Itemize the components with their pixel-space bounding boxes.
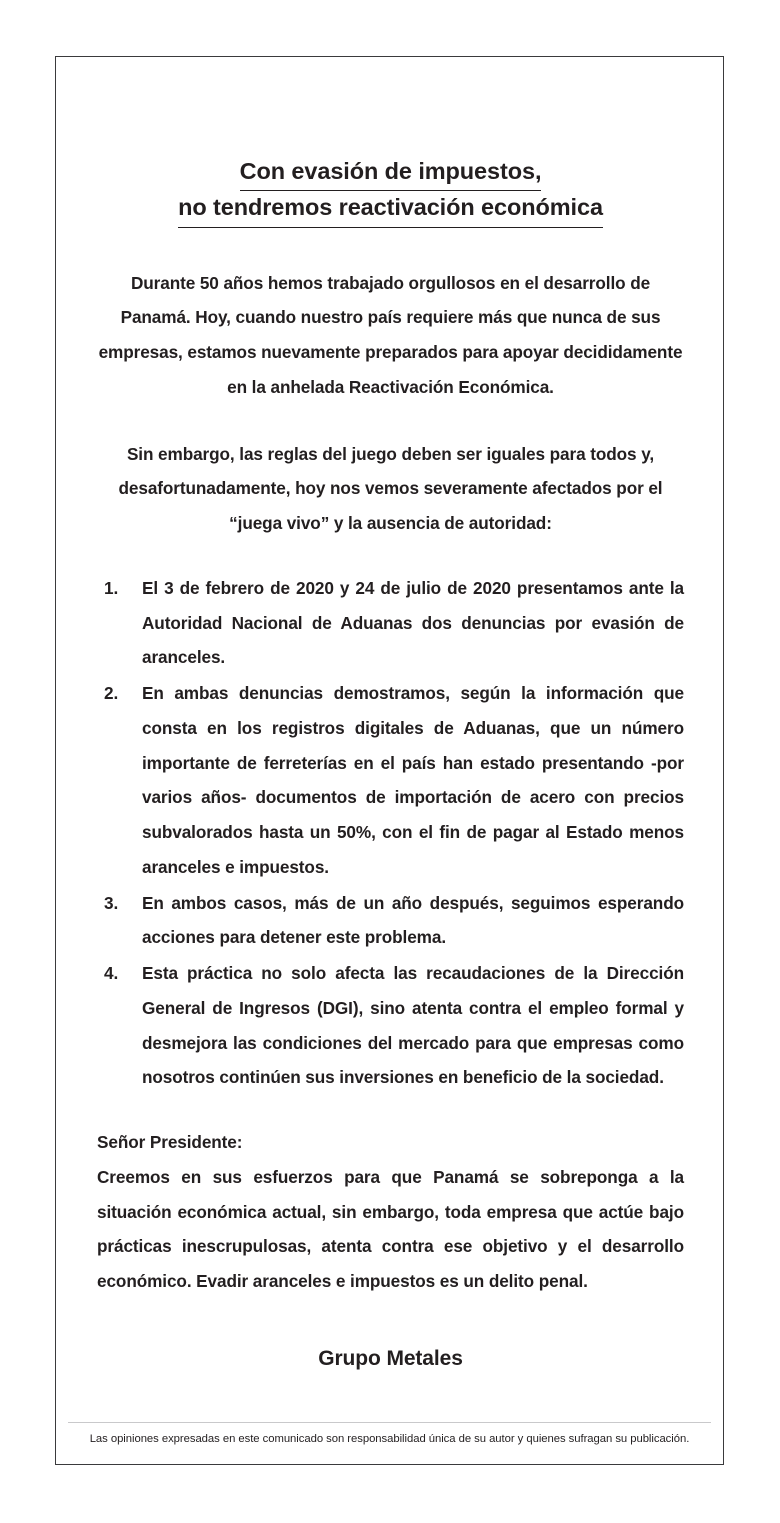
claim-number-4: 4. <box>104 963 119 984</box>
claim-item-3 <box>97 886 684 956</box>
claim-item-4 <box>97 956 684 1095</box>
advertisement-frame <box>55 56 724 1465</box>
intro-paragraph-2: Sin embargo, las reglas del juego deben ser iguales para todos y, desafortunadamente, hoy nos vemos severamente afectados por el “juega vivo” y la ausencia de autoridad: <box>118 443 663 534</box>
claim-text-1: El 3 de febrero de 2020 y 24 de julio de 2020 presentamos ante la Autoridad Nacional de Aduanas dos denuncias por evasión de aranceles. <box>142 577 684 668</box>
footer-divider <box>68 1422 711 1423</box>
advertisement-content <box>97 57 684 1464</box>
headline-line-1: Con evasión de impuestos, <box>240 155 542 191</box>
claim-text-3: En ambos casos, más de un año después, seguimos esperando acciones para detener este problema. <box>142 892 684 948</box>
claim-item-2 <box>97 676 684 885</box>
headline-line-2: no tendremos reactivación económica <box>178 191 603 227</box>
claim-text-2: En ambas denuncias demostramos, según la información que consta en los registros digitales de Aduanas, que un número importante de ferreterías en el país han estado presentando -por varios años- documentos de importación de acero con precios subvalorados hasta un 50%, con el fin de pagar al Estado menos aranceles e impuestos. <box>142 683 684 877</box>
closing-body: Creemos en sus esfuerzos para que Panamá se sobreponga a la situación económica actual, sin embargo, toda empresa que actúe bajo prácticas inescrupulosas, atenta contra ese objetivo y el desarrollo económico. Evadir aranceles e impuestos es un delito penal. <box>97 1166 684 1292</box>
footer-disclaimer: Las opiniones expresadas en este comunicado son responsabilidad única de su autor y quienes sufragan su publicación. <box>89 1433 690 1446</box>
intro-paragraph-1: Durante 50 años hemos trabajado orgullosos en el desarrollo de Panamá. Hoy, cuando nuestro país requiere más que nunca de sus empresas, estamos nuevamente preparados para apoyar decididamente en la anhelada Reactivación Económica. <box>98 272 683 397</box>
footer-note <box>56 1422 723 1448</box>
signature-company-name: Grupo Metales <box>318 1346 463 1370</box>
closing-salutation: Señor Presidente: <box>97 1132 243 1153</box>
claim-text-4: Esta práctica no solo afecta las recaudaciones de la Dirección General de Ingresos (DGI), sino atenta contra el empleo formal y desmejora las condiciones del mercado para que empresas como nosotros continúen sus inversiones en beneficio de la sociedad. <box>142 963 684 1088</box>
claim-number-2: 2. <box>104 683 119 704</box>
claims-list <box>97 571 684 1095</box>
claim-item-1 <box>97 571 684 675</box>
claim-number-3: 3. <box>104 892 119 913</box>
headline <box>97 57 684 228</box>
claim-number-1: 1. <box>104 577 119 598</box>
closing-section <box>97 1125 684 1299</box>
